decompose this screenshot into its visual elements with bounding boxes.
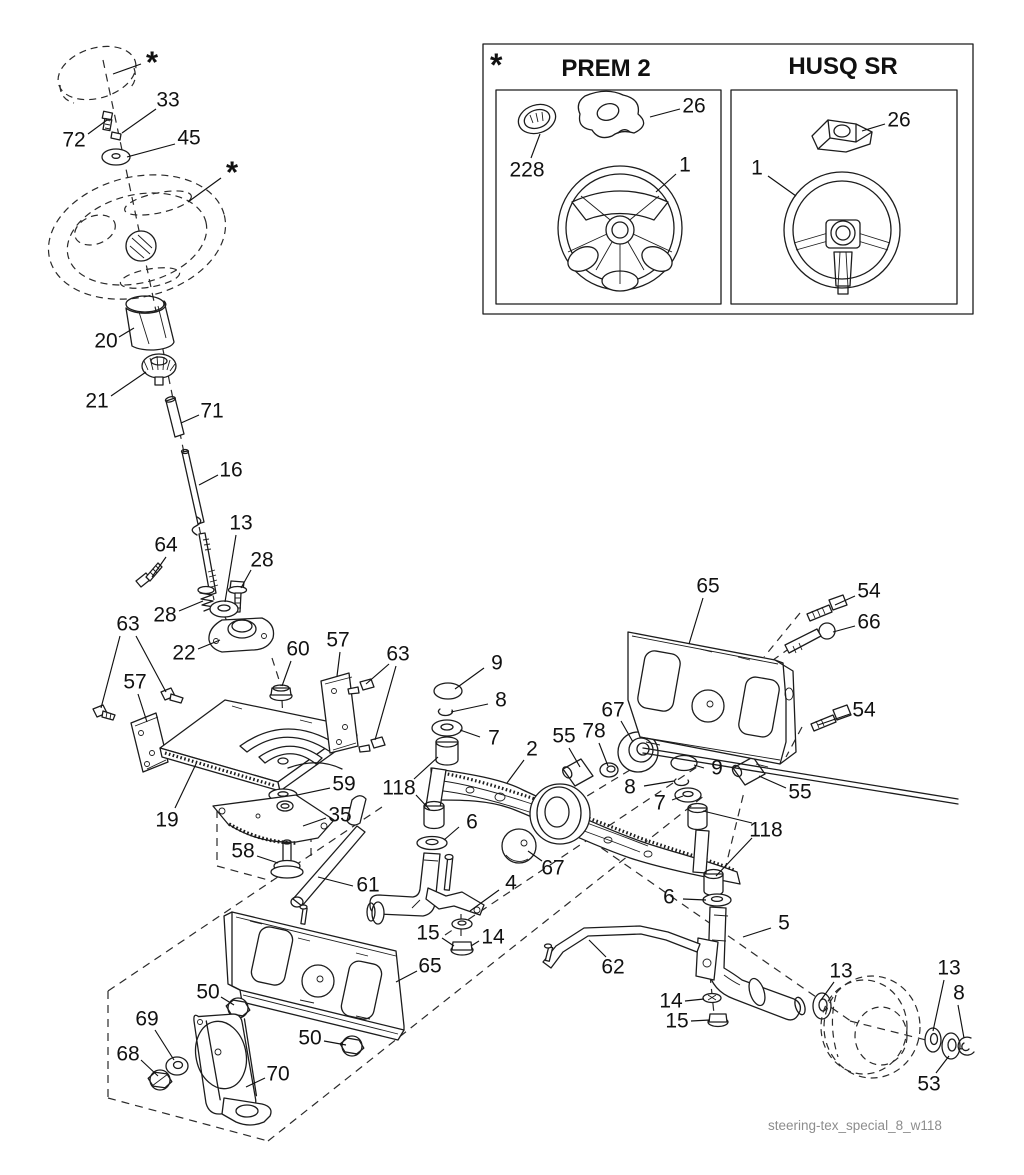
clip-8-left	[438, 709, 452, 715]
callout-65-55	[396, 955, 442, 983]
leader-line	[181, 415, 199, 423]
callout-53-54	[917, 1056, 949, 1096]
callout-label: 228	[509, 158, 545, 182]
screw-72	[102, 111, 112, 130]
callout-7-27	[460, 727, 500, 750]
callout-label: 72	[62, 128, 86, 152]
leader-line	[141, 1060, 158, 1076]
callout-15-32	[416, 922, 454, 947]
callout-label: 8	[953, 981, 965, 1005]
callout-58-22	[231, 840, 278, 864]
callout-label: 50	[298, 1026, 322, 1050]
callout-label: 13	[829, 959, 853, 983]
callout-1-65	[751, 157, 796, 197]
callout-33-1	[122, 89, 180, 134]
callout-label: 69	[135, 1007, 159, 1031]
kingpin-right	[693, 830, 709, 873]
callout-label: 67	[601, 698, 625, 722]
callout-label: 4	[505, 871, 517, 895]
axle-support-65-right	[628, 595, 958, 804]
callout-63-16	[101, 613, 166, 709]
callout-14-33	[471, 926, 505, 949]
leader-line	[507, 760, 524, 783]
bolt-54-bottom	[811, 705, 851, 731]
callout-label: 35	[328, 803, 352, 827]
callout-label: 6	[466, 810, 478, 834]
leader-line	[768, 176, 796, 196]
leader-line	[297, 788, 330, 795]
callout-label: 28	[153, 603, 177, 627]
leader-line	[111, 372, 146, 396]
leader-line	[257, 856, 278, 863]
screw-63-left-b	[161, 688, 183, 703]
nut-15-left	[451, 942, 473, 955]
clip-8-right	[674, 779, 688, 785]
callout-6-29	[444, 811, 478, 841]
callout-65-44	[689, 575, 720, 645]
leader-line	[862, 124, 885, 131]
bushing-118-right-upper	[688, 804, 707, 830]
leader-line	[531, 134, 540, 158]
callout-15-50	[665, 1010, 710, 1033]
leader-line	[366, 664, 389, 684]
screw-63-right-b	[359, 737, 385, 752]
callout-57-17	[326, 629, 349, 677]
leader-line	[650, 109, 680, 117]
callout-63-18	[366, 643, 410, 741]
adapter-21	[142, 354, 176, 385]
shaft-16	[182, 450, 219, 596]
leader-line	[282, 661, 291, 686]
washer-14-left	[452, 919, 472, 929]
leader-line	[933, 980, 944, 1031]
callout-label: 20	[94, 329, 118, 353]
nut-15-right	[708, 1014, 728, 1027]
callout-label: 54	[857, 579, 881, 603]
callout-label: 50	[196, 980, 220, 1004]
washer-13-right	[925, 1028, 941, 1052]
callout-label: 9	[711, 756, 723, 780]
callout-57-15	[123, 671, 147, 723]
steering-wheel-husqsr	[784, 172, 900, 294]
washer-6-right	[703, 894, 731, 906]
callout-72-2	[62, 120, 107, 152]
leader-line	[958, 1005, 964, 1038]
callout-label: *	[225, 154, 239, 190]
washer-45	[102, 149, 130, 165]
leader-line	[155, 1030, 174, 1060]
leader-line	[101, 636, 120, 708]
leader-line	[471, 941, 479, 946]
callout-13-51	[821, 960, 853, 1001]
callout-label: 5	[778, 911, 790, 935]
leader-line	[936, 1056, 949, 1073]
callout-label: 65	[696, 574, 720, 598]
callout-68-59	[116, 1043, 158, 1077]
callout-label: 13	[937, 956, 961, 980]
callout-label: 71	[200, 399, 224, 423]
boot-20	[126, 296, 174, 350]
callout-label: 60	[286, 637, 310, 661]
callout-label: 6	[663, 885, 675, 909]
callout-label: 70	[266, 1062, 290, 1086]
callout-55-40	[759, 776, 812, 804]
washer-7-right	[675, 788, 701, 802]
callout-label: 57	[326, 628, 350, 652]
callout-78-35	[582, 720, 608, 767]
callout-label: 15	[416, 921, 440, 945]
callout-label: 59	[332, 772, 356, 796]
callout-label: 55	[788, 780, 812, 804]
leader-line	[88, 120, 107, 134]
callout-label: 7	[654, 791, 666, 815]
steering-cap-husqsr	[812, 120, 872, 152]
leader-line	[451, 704, 488, 712]
callout-8-53	[953, 982, 965, 1039]
bearing-plate-22	[209, 618, 274, 652]
callout-label: 66	[857, 610, 881, 634]
callout-60-14	[282, 638, 310, 687]
callout-label: 45	[177, 126, 201, 150]
callout-26-64	[862, 109, 911, 132]
callout-label: 16	[219, 458, 243, 482]
callout-9-37	[694, 757, 723, 780]
washer-78	[600, 763, 618, 777]
cap-67-center	[502, 829, 536, 863]
callout-label: 64	[154, 533, 178, 557]
callout-asterisk-4	[188, 155, 239, 203]
callout-label: 53	[917, 1072, 941, 1096]
callout-66-46	[833, 611, 881, 634]
leader-line	[444, 827, 459, 840]
callout-label: 68	[116, 1042, 140, 1066]
callout-28-11	[241, 549, 274, 589]
bushing-upper-left	[436, 737, 458, 765]
leader-line	[375, 666, 396, 740]
leader-line	[689, 598, 703, 644]
leader-line	[759, 776, 786, 788]
washer-7-left	[432, 720, 462, 736]
callout-26-61	[650, 95, 706, 118]
bushing-118-right-lower	[704, 870, 723, 896]
nut-33	[111, 132, 121, 140]
callout-16-8	[199, 459, 243, 486]
emblem-228	[515, 100, 560, 138]
callout-19-19	[155, 764, 196, 832]
bolt-66	[785, 623, 835, 653]
callout-label: 26	[682, 94, 706, 118]
callout-label: 8	[495, 688, 507, 712]
washer-13	[210, 601, 238, 617]
callout-label: 118	[382, 776, 416, 800]
leader-line	[442, 938, 454, 946]
axle-support-65-bottom	[224, 912, 404, 1040]
leader-line	[241, 570, 251, 588]
leader-line	[743, 928, 771, 937]
leader-line	[122, 109, 156, 133]
callout-71-7	[181, 400, 224, 424]
callout-2-24	[507, 738, 538, 784]
steering-cap-prem2	[578, 91, 643, 137]
sleeve-71	[165, 396, 184, 437]
leader-line	[127, 144, 175, 157]
callout-5-43	[743, 912, 790, 938]
callout-20-5	[94, 328, 134, 353]
axle-assembly	[431, 732, 765, 884]
callout-label: 54	[852, 698, 876, 722]
callout-label: 26	[887, 108, 911, 132]
washer-53	[942, 1033, 960, 1059]
screw-63-left-a	[93, 705, 115, 720]
callout-label: 62	[601, 955, 625, 979]
leader-line	[337, 652, 340, 676]
sector-gear-assembly	[213, 795, 334, 881]
phantom-steering-wheel	[35, 154, 239, 317]
callout-label: 58	[231, 839, 255, 863]
leader-line	[179, 601, 203, 611]
leader-line	[199, 475, 218, 485]
leader-line	[175, 764, 196, 808]
callout-21-6	[85, 372, 146, 413]
callout-label: 1	[679, 153, 691, 177]
leader-line	[113, 64, 141, 74]
callout-label: 21	[85, 389, 109, 413]
leader-line	[685, 999, 704, 1001]
callout-label: *	[145, 44, 159, 80]
callout-228-62	[509, 134, 544, 182]
spacer-55-right	[731, 757, 765, 785]
callout-59-20	[297, 773, 356, 796]
washer-69	[166, 1057, 188, 1075]
callout-label: 57	[123, 670, 147, 694]
callout-label: 22	[172, 641, 196, 665]
callout-label: 63	[116, 612, 140, 636]
callout-label: 33	[156, 88, 180, 112]
leader-line	[833, 626, 855, 632]
callout-label: 9	[491, 651, 503, 675]
nut-50-bottom	[339, 1036, 365, 1056]
callout-label: 67	[541, 856, 565, 880]
screw-63-right-a	[348, 679, 374, 694]
steering-shaft-58	[271, 840, 303, 878]
bolt-54-top	[807, 595, 847, 621]
callout-label: 55	[552, 724, 576, 748]
callout-69-58	[135, 1008, 174, 1061]
washer-6-left	[417, 837, 447, 850]
callout-50-57	[298, 1027, 346, 1050]
callout-label: 8	[624, 775, 636, 799]
spacer-55-left	[561, 759, 593, 786]
callout-label: 65	[418, 954, 442, 978]
callout-label: 15	[665, 1009, 689, 1033]
bracket-70	[189, 1012, 271, 1125]
callout-label: 63	[386, 642, 410, 666]
callout-62-48	[589, 940, 625, 979]
leader-line	[460, 730, 480, 737]
bracket-57-left	[131, 713, 168, 772]
callout-45-3	[127, 127, 201, 158]
callout-9-25	[455, 652, 503, 690]
callout-label: 2	[526, 737, 538, 761]
callout-67-31	[528, 851, 565, 880]
callout-label: 1	[751, 156, 763, 180]
inset-box	[483, 44, 973, 314]
callout-28-12	[153, 601, 203, 627]
steering-column-parts	[35, 37, 239, 595]
callout-label: 118	[749, 818, 783, 842]
callout-label: 14	[659, 989, 683, 1013]
callout-label: 28	[250, 548, 274, 572]
sector-gear-35	[213, 795, 334, 843]
inset-title-prem2: PREM 2	[561, 55, 651, 82]
callout-label: 19	[155, 808, 179, 832]
callout-label: 13	[229, 511, 253, 535]
clip-14-right	[703, 994, 721, 1003]
inset-asterisk: *	[490, 47, 503, 83]
callout-label: 14	[481, 925, 505, 949]
nut-60	[270, 685, 292, 701]
callout-55-34	[552, 725, 580, 768]
callout-label: 61	[356, 873, 380, 897]
leader-line	[455, 668, 484, 689]
front-wheel-phantom	[821, 976, 920, 1078]
bushing-118-left	[424, 802, 444, 829]
callout-label: 7	[488, 726, 500, 750]
leader-line	[599, 743, 608, 766]
bolt-64	[136, 563, 162, 587]
leader-line	[703, 811, 752, 823]
drawing-filename: steering-tex_special_8_w118	[768, 1118, 942, 1133]
washer-13-mid	[813, 993, 831, 1019]
callout-64-9	[152, 534, 178, 578]
leader-line	[691, 1020, 710, 1021]
callout-label: 78	[582, 719, 606, 743]
inset-title-husqsr: HUSQ SR	[788, 53, 898, 80]
leader-line	[589, 940, 606, 957]
cap-9-left	[434, 683, 462, 699]
